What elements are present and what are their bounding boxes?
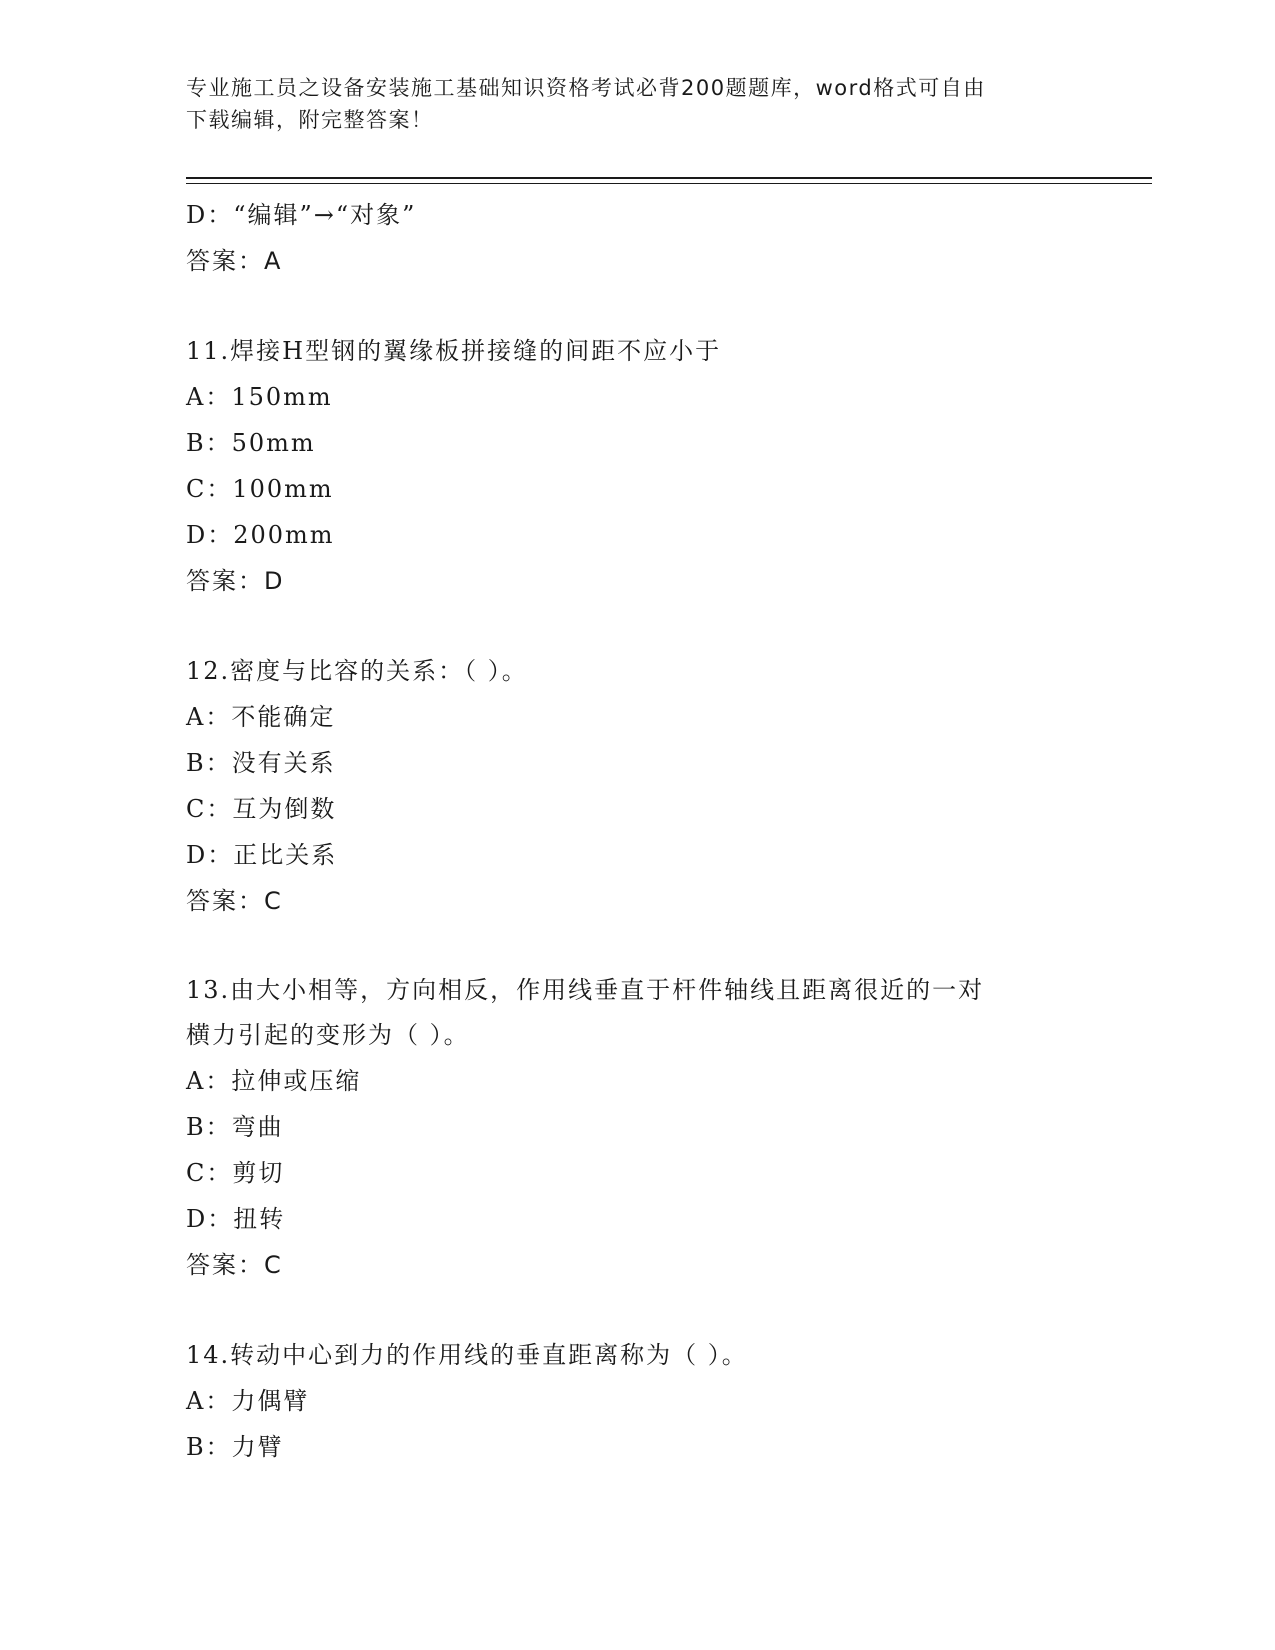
- option-d: D：“编辑”→“对象”: [186, 201, 417, 229]
- option-a: A：不能确定: [186, 703, 336, 731]
- answer-line: 答案：D: [186, 567, 285, 595]
- spacer: [186, 924, 1086, 968]
- option-d: D：正比关系: [186, 841, 338, 869]
- question-list: [186, 192, 1086, 1470]
- option-b: B：弯曲: [186, 1113, 284, 1141]
- header-line-1: 专业施工员之设备安装施工基础知识资格考试必背200题题库，word格式可自由: [186, 76, 986, 100]
- question-stem: [186, 968, 1086, 1058]
- spacer: [186, 604, 1086, 648]
- header-line-2: 下载编辑，附完整答案！: [186, 108, 434, 132]
- option-c: C：互为倒数: [186, 795, 337, 823]
- answer-line: 答案：A: [186, 247, 283, 275]
- option-c: C：100mm: [186, 475, 334, 503]
- question-block-13: [186, 968, 1086, 1288]
- option-b: B：力臂: [186, 1433, 284, 1461]
- answer-line: 答案：C: [186, 1251, 283, 1279]
- question-stem-line-2: 横力引起的变形为（ ）。: [186, 1021, 470, 1049]
- option-d: D：扭转: [186, 1205, 286, 1233]
- option-b: B：没有关系: [186, 749, 336, 777]
- option-d: D：200mm: [186, 521, 335, 549]
- question-block-12: [186, 648, 1086, 924]
- header-divider-thin: [186, 183, 1152, 184]
- question-block-11: [186, 328, 1086, 604]
- question-stem: 14.转动中心到力的作用线的垂直距离称为（ ）。: [186, 1341, 748, 1369]
- answer-line: 答案：C: [186, 887, 283, 915]
- spacer: [186, 284, 1086, 328]
- question-stem-line-1: 13.由大小相等，方向相反，作用线垂直于杆件轴线且距离很近的一对: [186, 976, 985, 1004]
- option-a: A：力偶臂: [186, 1387, 310, 1415]
- spacer: [186, 1288, 1086, 1332]
- option-c: C：剪切: [186, 1159, 285, 1187]
- question-block-10: [186, 192, 1086, 284]
- header-divider-thick: [186, 177, 1152, 179]
- question-block-14: [186, 1332, 1086, 1470]
- question-stem: 11.焊接H型钢的翼缘板拼接缝的间距不应小于: [186, 337, 722, 365]
- option-a: A：150mm: [186, 383, 333, 411]
- document-header: [186, 72, 1086, 136]
- question-stem: 12.密度与比容的关系：（ ）。: [186, 657, 528, 685]
- option-b: B：50mm: [186, 429, 316, 457]
- option-a: A：拉伸或压缩: [186, 1067, 362, 1095]
